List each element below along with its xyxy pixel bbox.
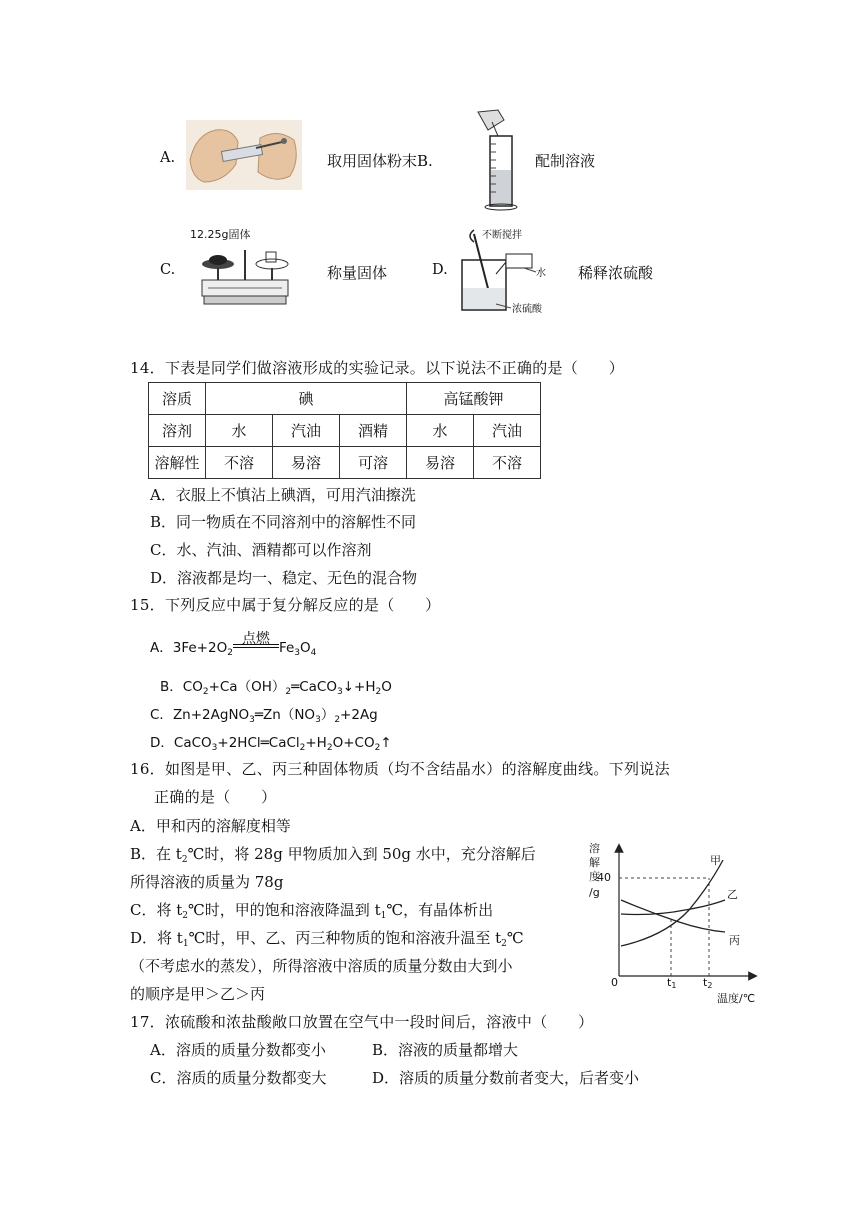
q15-b-prefix: B． (160, 679, 183, 695)
q15-option-d (150, 731, 392, 753)
subscript: 2 (181, 855, 188, 865)
table-cell: 溶质 (149, 383, 206, 415)
formula-part: ） (320, 707, 335, 723)
subscript: 2 (375, 687, 382, 697)
subscript: 2 (227, 648, 233, 658)
table-cell: 易溶 (407, 447, 474, 479)
table-row (149, 383, 541, 415)
table-cell: 不溶 (474, 447, 541, 479)
water-label: 水 (536, 268, 546, 279)
q16-option-d-line1 (130, 927, 524, 949)
q17-stem: 17．浓硫酸和浓盐酸敞口放置在空气中一段时间后，溶液中（ ） (130, 1013, 594, 1031)
subscript: 3 (336, 687, 343, 697)
y-tick-40: 40 (597, 871, 611, 884)
q16-option-c (130, 899, 493, 921)
formula-part: ═CaCO (291, 679, 337, 695)
q13-option-a-letter: A. (160, 150, 176, 166)
powder-scoop-picture (186, 120, 302, 190)
q16-option-d-line2: （不考虑水的蒸发），所得溶液中溶质的质量分数由大到小 (130, 957, 513, 975)
q14-stem: 14．下表是同学们做溶液形成的实验记录。以下说法不正确的是（ ） (130, 359, 624, 377)
subscript: 2 (334, 715, 341, 725)
subscript: 3 (315, 715, 321, 725)
q17-option-d: D．溶质的质量分数前者变大，后者变小 (372, 1069, 640, 1087)
table-cell: 水 (407, 415, 474, 447)
q13-option-c-caption: 称量固体 (327, 264, 388, 282)
q15-option-b (160, 675, 392, 697)
y-axis-label: 溶 (589, 842, 600, 855)
stir-label: 不断搅拌 (482, 230, 522, 241)
q15-option-c (150, 703, 378, 725)
dilute-acid-picture (456, 224, 564, 318)
solubility-curve-graph (585, 840, 765, 1010)
q14-option-b: B．同一物质在不同溶剂中的溶解性不同 (150, 513, 417, 531)
subscript: 3 (294, 648, 301, 658)
reaction-arrow (233, 631, 279, 652)
formula-part: +2Ag (340, 707, 378, 723)
q14-option-a: A．衣服上不慎沾上碘酒，可用汽油擦洗 (150, 486, 416, 504)
curve-label-jia: 甲 (710, 854, 721, 867)
curve-label-bing: 丙 (729, 934, 740, 947)
text-part: C．将 t (130, 901, 183, 919)
balance-scale-picture (188, 222, 296, 318)
y-axis-label: 解 (589, 856, 600, 869)
scale-label: 12.25g固体 (190, 228, 251, 241)
table-cell: 溶剂 (149, 415, 206, 447)
text-part: D．将 t (130, 929, 183, 947)
formula-part: CaCO (173, 735, 212, 751)
table-cell: 溶解性 (149, 447, 206, 479)
formula-part: +2HCl═CaCl (217, 735, 300, 751)
table-cell: 水 (206, 415, 273, 447)
q16-stem-line1: 16．如图是甲、乙、丙三种固体物质（均不含结晶水）的溶解度曲线。下列说法 (130, 760, 670, 778)
subscript: 1 (380, 911, 387, 921)
text-part: ℃时，甲的饱和溶液降温到 t (188, 901, 381, 919)
curve-label-yi: 乙 (727, 888, 738, 901)
subscript: 3 (211, 743, 218, 753)
q16-option-b-line1 (130, 843, 536, 865)
q15-stem: 15．下列反应中属于复分解反应的是（ ） (130, 596, 441, 614)
q15-a-right: Fe (278, 640, 295, 656)
q16-option-b-line2: 所得溶液的质量为 78g (130, 873, 284, 891)
origin-label: 0 (611, 976, 618, 989)
acid-label: 浓硫酸 (512, 304, 542, 315)
formula-part: ↓+H (342, 679, 376, 695)
subscript: 2 (326, 743, 333, 753)
q16-stem-line2: 正确的是（ ） (154, 788, 277, 806)
q13-option-c-letter: C. (160, 262, 176, 278)
curve-jia (621, 860, 723, 946)
q13-option-b-caption: 配制溶液 (535, 152, 596, 170)
formula-part: CO (182, 679, 203, 695)
formula-part: +H (305, 735, 327, 751)
table-cell: 高锰酸钾 (407, 383, 541, 415)
text-part: B．在 t (130, 845, 182, 863)
table-cell: 可溶 (340, 447, 407, 479)
y-axis-label: 度 (589, 870, 600, 883)
q15-a-prefix: A． (150, 640, 173, 656)
x-tick-t1: t1 (667, 976, 677, 990)
table-cell: 汽油 (273, 415, 340, 447)
x-tick-t2: t2 (703, 976, 713, 990)
formula-part: ═Zn（NO (254, 707, 316, 723)
formula-part: Zn+2AgNO (172, 707, 250, 723)
subscript: 2 (285, 687, 292, 697)
formula-part: +Ca（OH） (208, 679, 286, 695)
subscript: 3 (249, 715, 255, 725)
x-axis-label: 温度/℃ (717, 992, 756, 1005)
q17-option-a: A．溶质的质量分数都变小 (150, 1041, 326, 1059)
q15-d-prefix: D． (150, 735, 174, 751)
subscript: 2 (202, 687, 209, 697)
text-part: ℃，有晶体析出 (386, 901, 494, 919)
q14-option-c: C．水、汽油、酒精都可以作溶剂 (150, 541, 372, 559)
text-part: ℃ (506, 929, 524, 947)
reaction-condition: 点燃 (241, 631, 270, 647)
q13-option-a-caption: 取用固体粉末B. (327, 152, 433, 170)
subscript: 1 (182, 939, 189, 949)
q15-option-a: A．$3Fe+2O_2$ 点燃 $Fe_3O_4$ (150, 636, 316, 658)
q14-option-d: D．溶液都是均一、稳定、无色的混合物 (150, 569, 418, 587)
q17-option-b: B．溶液的质量都增大 (372, 1041, 519, 1059)
q15-a-left: 3Fe+2O (172, 640, 228, 656)
subscript: 2 (374, 743, 381, 753)
table-cell: 碘 (206, 383, 407, 415)
formula-part: ↑ (380, 735, 392, 751)
formula-part: O+CO (332, 735, 375, 751)
table-cell: 不溶 (206, 447, 273, 479)
table-cell: 汽油 (474, 415, 541, 447)
subscript: 4 (310, 648, 317, 658)
table-cell: 易溶 (273, 447, 340, 479)
q13-option-d-caption: 稀释浓硫酸 (578, 264, 654, 282)
table-row (149, 447, 541, 479)
subscript: 2 (501, 939, 507, 949)
q15-c-prefix: C． (150, 707, 173, 723)
formula-part: O (381, 679, 392, 695)
q13-option-d-letter: D. (432, 262, 448, 278)
subscript: 2 (182, 911, 189, 921)
q16-option-d-line3: 的顺序是甲＞乙＞丙 (130, 985, 266, 1003)
solubility-table (148, 382, 541, 479)
text-part: ℃时，将 28g 甲物质加入到 50g 水中，充分溶解后 (187, 845, 536, 863)
graduated-cylinder-picture (470, 108, 528, 212)
subscript: 2 (299, 743, 306, 753)
q16-option-a: A．甲和丙的溶解度相等 (130, 817, 291, 835)
y-axis-label: /g (589, 886, 600, 899)
text-part: ℃时，甲、乙、丙三种物质的饱和溶液升温至 t (188, 929, 502, 947)
table-row (149, 415, 541, 447)
q17-option-c: C．溶质的质量分数都变大 (150, 1069, 327, 1087)
table-cell: 酒精 (340, 415, 407, 447)
